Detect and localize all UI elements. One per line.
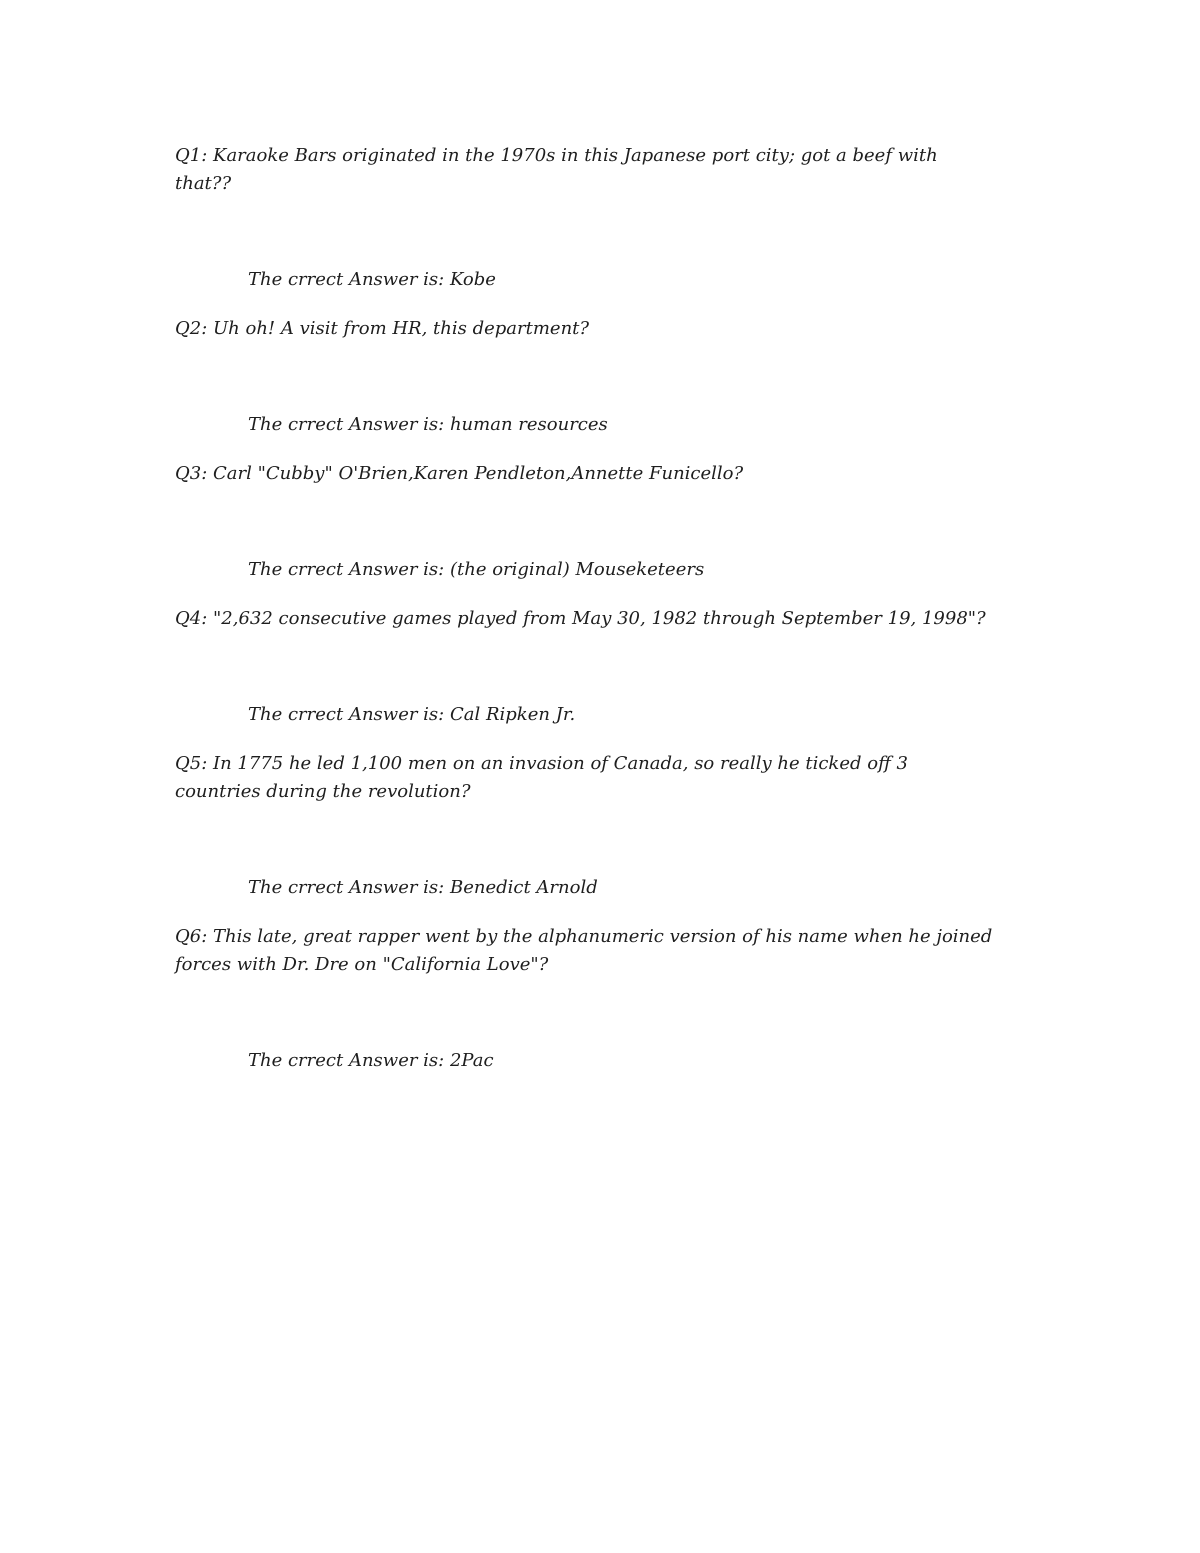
- answer-prefix: The crrect Answer is:: [248, 704, 445, 725]
- quiz-item-1: [175, 142, 995, 294]
- answer-text: (the original) Mouseketeers: [449, 559, 705, 580]
- answer-prefix: The crrect Answer is:: [248, 559, 445, 580]
- answer-text: human resources: [449, 414, 608, 435]
- answer-text: Kobe: [449, 269, 496, 290]
- question-text: Q3: Carl "Cubby" O'Brien,Karen Pendleton,Annette Funicello?: [175, 463, 744, 484]
- question-text: Q1: Karaoke Bars originated in the 1970s in this Japanese port city; got a beef with that??: [175, 145, 938, 194]
- answer-prefix: The crrect Answer is:: [248, 877, 445, 898]
- answer-prefix: The crrect Answer is:: [248, 1050, 445, 1071]
- quiz-item-5: [175, 750, 995, 902]
- answer-line: [248, 1047, 995, 1075]
- answer-prefix: The crrect Answer is:: [248, 414, 445, 435]
- quiz-content: [175, 142, 995, 1096]
- quiz-item-4: [175, 605, 995, 729]
- answer-prefix: The crrect Answer is:: [248, 269, 445, 290]
- question-text: Q6: This late, great rapper went by the alphanumeric version of his name when he joined forces with Dr. Dre on "California Love"?: [175, 926, 993, 975]
- answer-text: Cal Ripken Jr.: [449, 704, 576, 725]
- answer-text: Benedict Arnold: [449, 877, 598, 898]
- answer-line: [248, 266, 995, 294]
- quiz-item-3: [175, 460, 995, 584]
- answer-line: [248, 411, 995, 439]
- answer-text: 2Pac: [449, 1050, 494, 1071]
- quiz-item-6: [175, 923, 995, 1075]
- answer-line: [248, 874, 995, 902]
- question-text: Q2: Uh oh! A visit from HR, this department?: [175, 318, 590, 339]
- answer-line: [248, 701, 995, 729]
- question-text: Q5: In 1775 he led 1,100 men on an invasion of Canada, so really he ticked off 3 countries during the revolution?: [175, 753, 908, 802]
- answer-line: [248, 556, 995, 584]
- quiz-item-2: [175, 315, 995, 439]
- question-text: Q4: "2,632 consecutive games played from May 30, 1982 through September 19, 1998"?: [175, 608, 986, 629]
